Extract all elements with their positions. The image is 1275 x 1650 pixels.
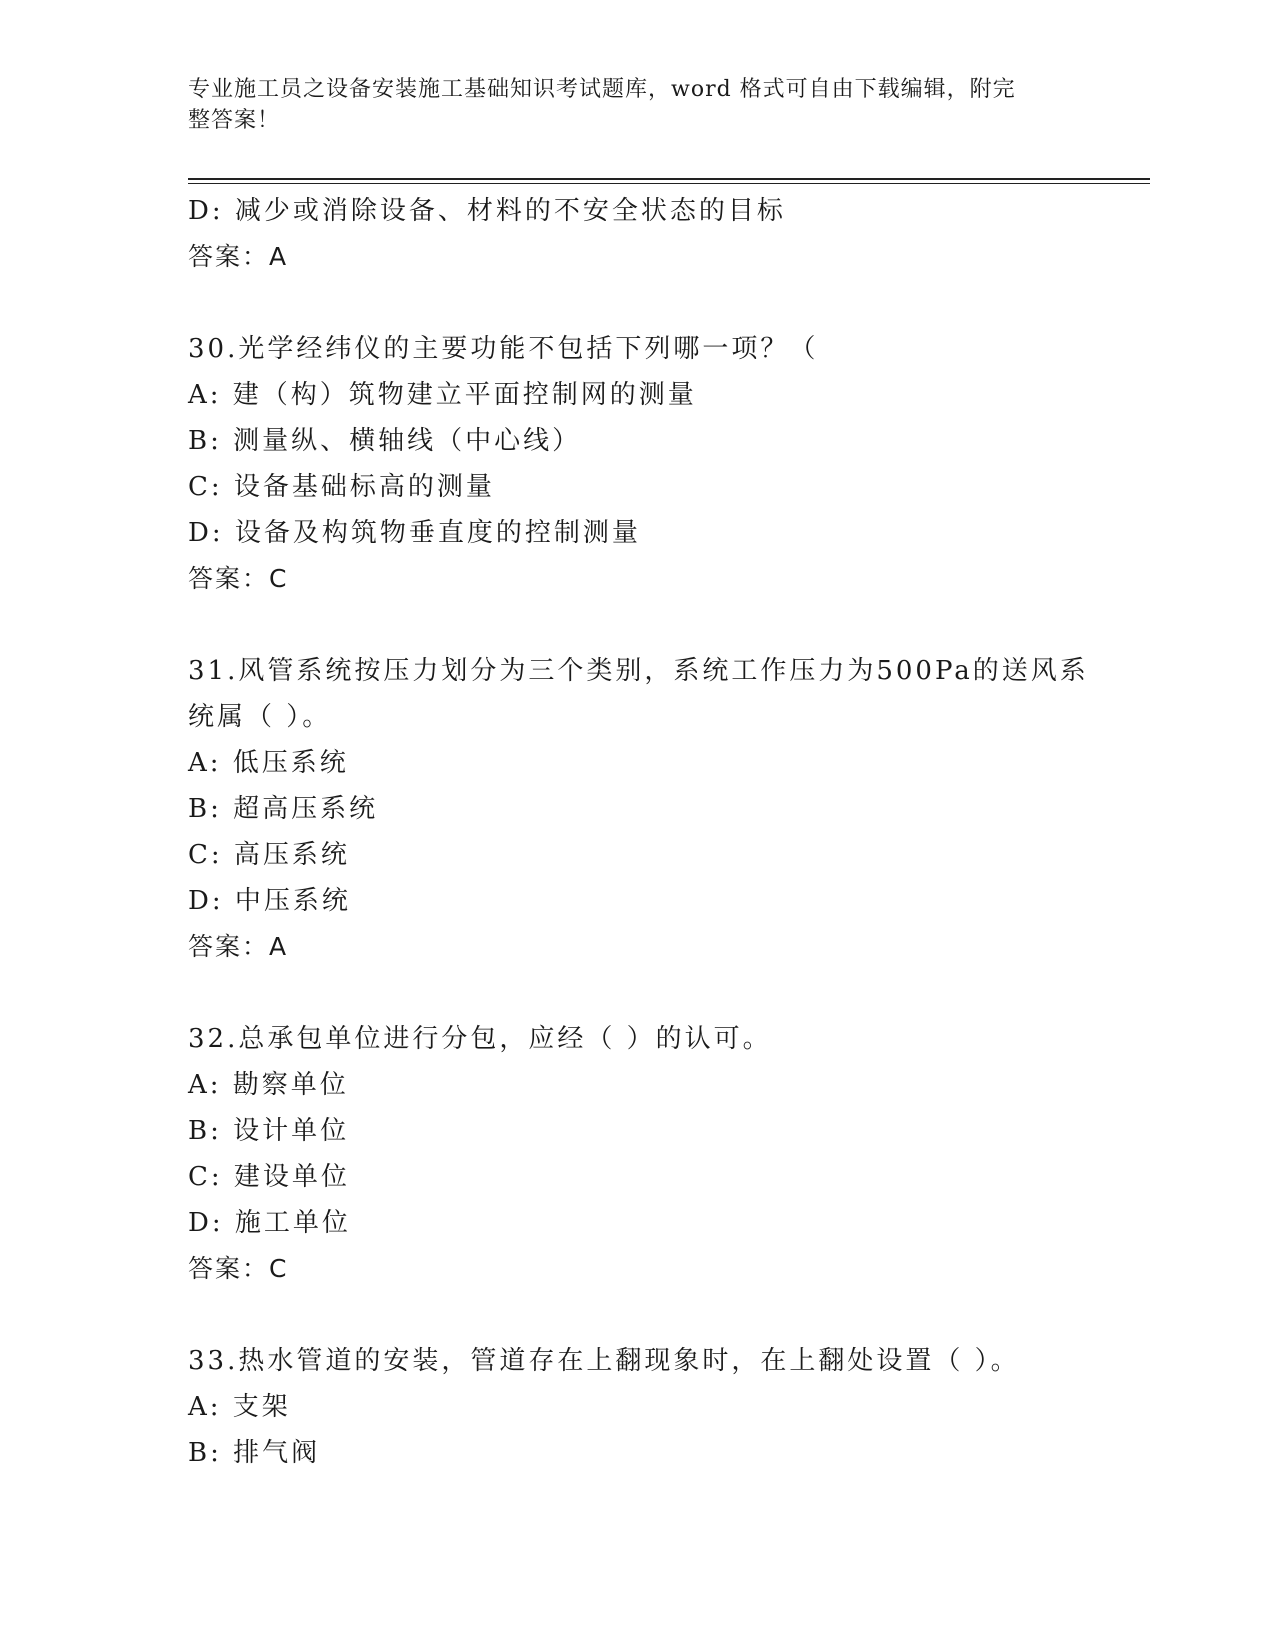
option-c: C: 高压系统 xyxy=(188,840,350,870)
question-31 xyxy=(188,648,1128,970)
question-stem: 32.总承包单位进行分包，应经（ ）的认可。 xyxy=(188,1024,772,1054)
option-b: B: 测量纵、横轴线（中心线） xyxy=(188,426,582,456)
document-header xyxy=(188,74,1088,136)
option-a: A: 低压系统 xyxy=(188,748,349,778)
question-32 xyxy=(188,1016,1128,1292)
option-a: A: 支架 xyxy=(188,1392,291,1422)
option-d: D: 中压系统 xyxy=(188,886,351,916)
question-33 xyxy=(188,1338,1128,1476)
question-30 xyxy=(188,326,1128,602)
option-b: B: 排气阀 xyxy=(188,1438,321,1468)
question-list xyxy=(188,188,1128,1476)
option-d: D: 设备及构筑物垂直度的控制测量 xyxy=(188,518,641,548)
header-divider-thick xyxy=(188,178,1150,180)
spacer xyxy=(188,280,1128,326)
answer: 答案：C xyxy=(188,564,289,593)
option-c: C: 设备基础标高的测量 xyxy=(188,472,495,502)
spacer xyxy=(188,1292,1128,1338)
option-b: B: 超高压系统 xyxy=(188,794,379,824)
spacer xyxy=(188,970,1128,1016)
question-stem: 30.光学经纬仪的主要功能不包括下列哪一项？（ xyxy=(188,334,819,364)
question-stem: 33.热水管道的安装，管道存在上翻现象时，在上翻处设置（ ）。 xyxy=(188,1346,1020,1376)
header-line-2: 整答案！ xyxy=(188,108,281,133)
option-c: C: 建设单位 xyxy=(188,1162,350,1192)
spacer xyxy=(188,602,1128,648)
question-stem: 31.风管系统按压力划分为三个类别，系统工作压力为500Pa的送风系 xyxy=(188,656,1089,686)
answer: 答案：A xyxy=(188,242,289,271)
option-a: A: 建（构）筑物建立平面控制网的测量 xyxy=(188,380,697,410)
answer: 答案：C xyxy=(188,1254,289,1283)
option-d: D: 减少或消除设备、材料的不安全状态的目标 xyxy=(188,196,786,226)
question-stem-continued: 统属（ ）。 xyxy=(188,702,332,732)
answer: 答案：A xyxy=(188,932,289,961)
header-line-1: 专业施工员之设备安装施工基础知识考试题库，word 格式可自由下载编辑，附完 xyxy=(188,77,1016,102)
option-a: A: 勘察单位 xyxy=(188,1070,349,1100)
header-divider-thin xyxy=(188,183,1150,184)
option-d: D: 施工单位 xyxy=(188,1208,351,1238)
option-b: B: 设计单位 xyxy=(188,1116,350,1146)
